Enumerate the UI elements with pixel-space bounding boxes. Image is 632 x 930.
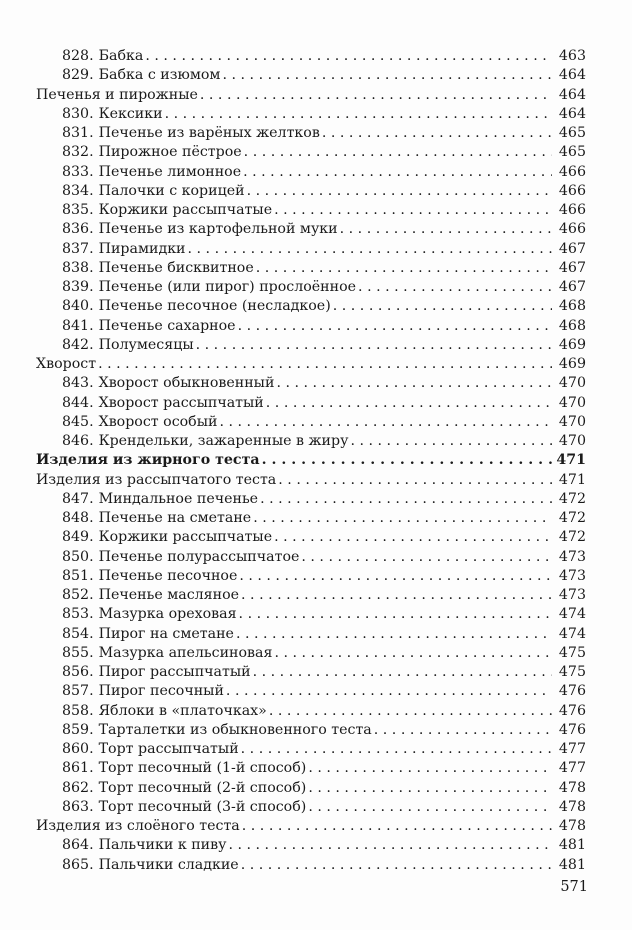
toc-entry-page: 475 (558, 644, 586, 661)
dot-leader (239, 856, 552, 875)
toc-entry-title: Бабка с изюмом (98, 67, 221, 84)
toc-entry-page: 467 (558, 240, 586, 257)
toc-entry-title: Печенье (или пирог) прослоённое (98, 279, 357, 295)
toc-entry-title: Мазурка апельсиновая (98, 644, 273, 661)
toc-entry-number: 860. (62, 741, 94, 757)
toc-section (36, 451, 586, 470)
toc-entry-page: 464 (558, 67, 586, 84)
toc-entry-title: Печенье масляное (98, 587, 240, 603)
dot-leader (306, 798, 552, 817)
toc-entry-page: 466 (558, 221, 586, 238)
dot-leader (272, 644, 552, 663)
toc-entry-number: 843. (62, 375, 94, 392)
toc-entry-page: 470 (558, 433, 586, 449)
toc-entry-page: 481 (558, 856, 586, 873)
toc-entry (36, 374, 586, 393)
toc-entry (36, 702, 586, 721)
toc-entry (36, 528, 586, 547)
toc-entry-number: 851. (62, 567, 94, 584)
toc-entry (36, 240, 586, 259)
toc-entry (36, 432, 586, 451)
toc-entry-title: Изделия из слоёного теста (36, 818, 240, 834)
toc-entry (36, 66, 586, 85)
toc-entry (36, 201, 586, 220)
toc-entry-title: Печенье из варёных желтков (98, 125, 320, 141)
dot-leader (272, 528, 552, 547)
toc-entry-number: 842. (62, 336, 94, 353)
toc-entry (36, 856, 586, 875)
toc-entry-page: 466 (558, 163, 586, 180)
page-number: 571 (560, 879, 588, 895)
toc-entry-page: 470 (558, 394, 586, 411)
toc-entry-title: Хворост (36, 356, 97, 372)
toc-entry-number: 830. (62, 105, 94, 122)
dot-leader (186, 240, 552, 259)
toc-entry-page: 468 (558, 298, 586, 315)
toc-entry (36, 682, 586, 701)
dot-leader (217, 413, 552, 432)
toc-entry-title: Торт песочный (1-й способ) (98, 760, 307, 777)
toc-entry-number: 840. (62, 298, 94, 315)
toc-entry-title: Мазурка ореховая (98, 606, 237, 623)
dot-leader (224, 682, 552, 701)
toc-entry (36, 124, 586, 143)
toc-entry-page: 477 (558, 741, 586, 757)
toc-entry-page: 465 (558, 125, 586, 141)
dot-leader (237, 567, 552, 586)
toc-entry-number: 853. (62, 606, 94, 623)
dot-leader (348, 432, 552, 451)
toc-entry-number: 854. (62, 625, 94, 642)
toc-entry-title: Изделия из жирного теста (36, 452, 260, 469)
dot-leader (234, 625, 552, 644)
toc-entry-number: 834. (62, 182, 94, 199)
dot-leader (338, 220, 552, 239)
toc-entry (36, 336, 586, 355)
toc-entry (36, 105, 586, 124)
dot-leader (220, 66, 552, 85)
toc-entry-page: 465 (558, 144, 586, 161)
dot-leader (264, 394, 552, 413)
toc-entry-page: 473 (558, 587, 586, 603)
toc-entry-title: Хворост особый (98, 413, 218, 430)
toc-entry-number: 835. (62, 202, 94, 218)
toc-entry-number: 838. (62, 259, 94, 276)
dot-leader (254, 259, 552, 278)
dot-leader (226, 836, 552, 855)
toc-section (36, 86, 586, 105)
toc-entry (36, 740, 586, 759)
toc-entry-number: 828. (62, 48, 94, 64)
toc-section (36, 817, 586, 836)
toc-entry-page: 463 (558, 48, 586, 64)
toc-entry (36, 143, 586, 162)
toc-section (36, 471, 586, 490)
toc-entry-number: 847. (62, 490, 94, 507)
toc-entry-title: Торт рассыпчатый (98, 741, 239, 757)
toc-entry-page: 476 (558, 683, 586, 700)
toc-entry (36, 586, 586, 605)
dot-leader (272, 201, 552, 220)
toc-entry-number: 865. (62, 856, 94, 873)
toc-entry-page: 473 (558, 567, 586, 584)
dot-leader (320, 124, 552, 143)
toc-entry (36, 278, 586, 297)
toc-entry-title: Печенье полурассыпчатое (98, 548, 300, 565)
dot-leader (198, 86, 552, 105)
toc-entry (36, 47, 586, 66)
toc-entry (36, 413, 586, 432)
toc-entry-page: 473 (558, 548, 586, 565)
toc-entry-number: 836. (62, 221, 94, 238)
toc-entry-page: 466 (558, 202, 586, 218)
toc-entry-title: Коржики рассыпчатые (98, 202, 273, 218)
toc-entry-title: Торт песочный (2-й способ) (98, 779, 307, 796)
toc-entry-page: 476 (558, 721, 586, 738)
toc-entry (36, 317, 586, 336)
dot-leader (251, 509, 552, 528)
toc-entry-title: Миндальное печенье (98, 490, 259, 507)
toc-entry (36, 759, 586, 778)
toc-entry-page: 476 (558, 702, 586, 719)
toc-entry (36, 394, 586, 413)
toc-entry-title: Хворост обыкновенный (98, 375, 275, 392)
toc-entry-number: 852. (62, 587, 94, 603)
toc-entry-title: Торт песочный (3-й способ) (98, 798, 307, 815)
toc-entry-page: 475 (558, 664, 586, 680)
dot-leader (245, 182, 552, 201)
toc-entry-title: Пальчики сладкие (98, 856, 239, 873)
toc-entry-title: Пирог рассыпчатый (98, 664, 251, 680)
toc-entry-page: 467 (558, 279, 586, 295)
toc-entry-number: 849. (62, 529, 94, 546)
dot-leader (260, 451, 552, 470)
toc-section (36, 355, 586, 374)
toc-entry-title: Палочки с корицей (98, 182, 245, 199)
toc-entry-number: 832. (62, 144, 94, 161)
toc-entry-title: Пирамидки (98, 240, 186, 257)
toc-entry (36, 625, 586, 644)
dot-leader (240, 817, 552, 836)
dot-leader (251, 663, 552, 682)
toc-entry-number: 859. (62, 721, 94, 738)
toc-entry-number: 839. (62, 279, 94, 295)
toc-entry-title: Пирог песочный (98, 683, 224, 700)
toc-entry-number: 829. (62, 67, 94, 84)
toc-entry-title: Хворост рассыпчатый (98, 394, 264, 411)
dot-leader (258, 490, 552, 509)
dot-leader (267, 702, 552, 721)
toc-entry (36, 297, 586, 316)
toc-entry-page: 472 (558, 490, 586, 507)
toc-entry-title: Изделия из рассыпчатого теста (36, 471, 277, 488)
toc-entry (36, 259, 586, 278)
toc-entry-title: Полумесяцы (98, 336, 194, 353)
toc-entry-title: Яблоки в «платочках» (98, 702, 267, 719)
toc-entry (36, 509, 586, 528)
dot-leader (372, 721, 552, 740)
toc-entry-number: 837. (62, 240, 94, 257)
toc-entry-number: 862. (62, 779, 94, 796)
toc-entry-number: 844. (62, 394, 94, 411)
toc-entry-page: 474 (558, 606, 586, 623)
toc-entry-title: Бабка (98, 48, 144, 64)
toc-entry-page: 471 (556, 452, 586, 469)
toc-entry-page: 478 (558, 798, 586, 815)
toc-entry (36, 490, 586, 509)
toc-entry-title: Пирожное пёстрое (98, 144, 242, 161)
toc-entry-page: 481 (558, 837, 586, 854)
toc-entry (36, 163, 586, 182)
toc-entry (36, 182, 586, 201)
toc-entry-number: 856. (62, 664, 94, 680)
toc-entry-page: 471 (558, 471, 586, 488)
dot-leader (239, 586, 552, 605)
toc-entry-title: Печенье лимонное (98, 163, 242, 180)
toc-entry-title: Печенья и пирожные (36, 86, 198, 103)
dot-leader (274, 374, 552, 393)
toc-entry-title: Печенье из картофельной муки (98, 221, 338, 238)
toc-entry (36, 779, 586, 798)
dot-leader (143, 47, 552, 66)
toc-entry-page: 474 (558, 625, 586, 642)
toc-entry-number: 864. (62, 837, 94, 854)
toc-entry-page: 472 (558, 529, 586, 546)
toc-entry (36, 721, 586, 740)
toc-entry (36, 663, 586, 682)
toc-entry-number: 846. (62, 433, 94, 449)
toc-entry-number: 841. (62, 317, 94, 334)
dot-leader (96, 355, 552, 374)
toc-entry-page: 478 (558, 779, 586, 796)
toc-entry-page: 467 (558, 259, 586, 276)
toc-entry-title: Тарталетки из обыкновенного теста (98, 721, 372, 738)
toc-entry-title: Печенье на сметане (98, 510, 252, 526)
toc-entry-title: Печенье песочное (несладкое) (98, 298, 331, 315)
toc-entry-page: 470 (558, 375, 586, 392)
toc-entry-number: 855. (62, 644, 94, 661)
toc-entry-number: 861. (62, 760, 94, 777)
toc-entry-number: 833. (62, 163, 94, 180)
toc-entry-page: 466 (558, 182, 586, 199)
toc-entry (36, 644, 586, 663)
toc-entry (36, 798, 586, 817)
toc-entry-number: 831. (62, 125, 94, 141)
toc-entry-title: Коржики рассыпчатые (98, 529, 273, 546)
table-of-contents (36, 47, 586, 875)
toc-entry-page: 469 (558, 356, 586, 372)
toc-entry-title: Печенье бисквитное (98, 259, 254, 276)
toc-entry-number: 845. (62, 413, 94, 430)
toc-entry-page: 468 (558, 317, 586, 334)
toc-entry-page: 478 (558, 818, 586, 834)
dot-leader (237, 605, 552, 624)
toc-entry-title: Печенье сахарное (98, 317, 236, 334)
toc-entry-title: Пальчики к пиву (98, 837, 227, 854)
toc-entry (36, 548, 586, 567)
dot-leader (236, 317, 552, 336)
toc-entry-page: 472 (558, 510, 586, 526)
dot-leader (331, 297, 552, 316)
toc-entry-page: 464 (558, 86, 586, 103)
toc-entry-number: 848. (62, 510, 94, 526)
dot-leader (299, 548, 552, 567)
dot-leader (356, 278, 552, 297)
dot-leader (241, 163, 552, 182)
toc-entry (36, 836, 586, 855)
toc-entry (36, 605, 586, 624)
toc-entry-page: 477 (558, 760, 586, 777)
toc-entry-title: Крендельки, зажаренные в жиру (98, 433, 349, 449)
toc-entry-page: 469 (558, 336, 586, 353)
toc-entry-number: 857. (62, 683, 94, 700)
dot-leader (276, 471, 552, 490)
toc-entry-number: 858. (62, 702, 94, 719)
dot-leader (306, 759, 552, 778)
toc-entry-page: 470 (558, 413, 586, 430)
toc-entry-title: Печенье песочное (98, 567, 238, 584)
toc-entry-title: Кексики (98, 105, 163, 122)
toc-entry (36, 220, 586, 239)
dot-leader (306, 779, 552, 798)
dot-leader (239, 740, 552, 759)
dot-leader (242, 143, 552, 162)
toc-entry (36, 567, 586, 586)
toc-entry-number: 850. (62, 548, 94, 565)
toc-entry-number: 863. (62, 798, 94, 815)
toc-entry-title: Пирог на сметане (98, 625, 234, 642)
dot-leader (163, 105, 552, 124)
toc-entry-page: 464 (558, 105, 586, 122)
dot-leader (194, 336, 552, 355)
